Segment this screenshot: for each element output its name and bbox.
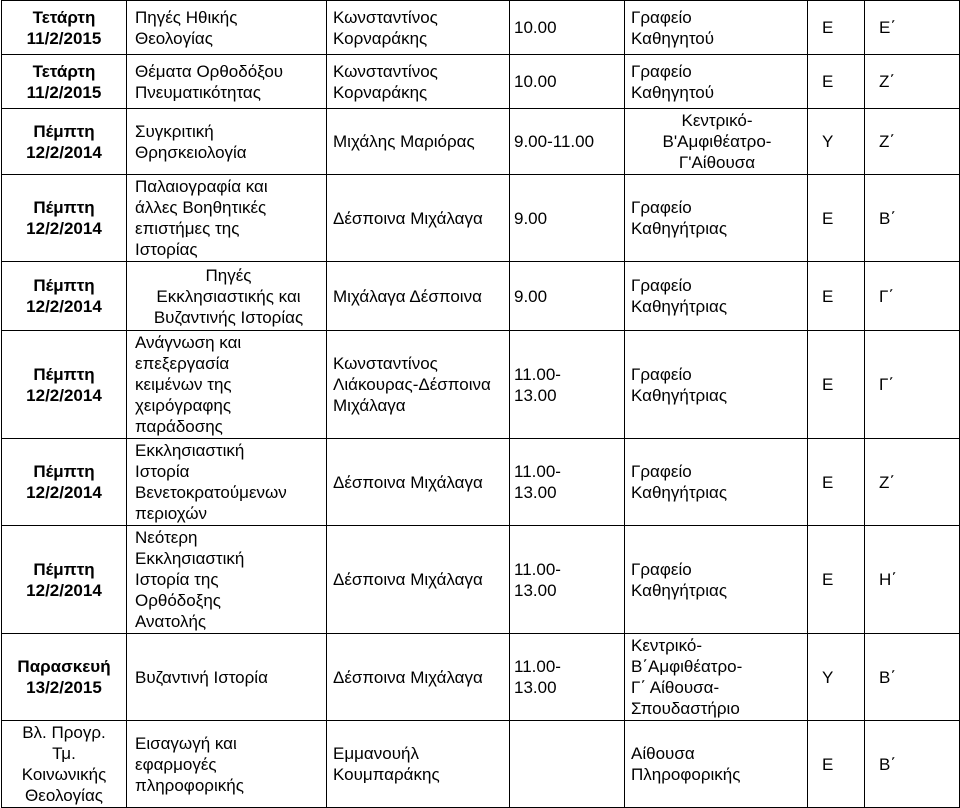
semester: Β΄: [865, 175, 960, 262]
exam-room: Γραφείο Καθηγήτριας: [625, 331, 808, 439]
exam-date: Πέμπτη 12/2/2014: [2, 526, 127, 634]
course-type: Ε: [808, 262, 865, 331]
professor-name: Μιχάλης Μαριόρας: [327, 109, 510, 175]
exam-room: Γραφείο Καθηγήτριας: [625, 175, 808, 262]
course-name: Παλαιογραφία και άλλες Βοηθητικές επιστήμες της Ιστορίας: [127, 175, 327, 262]
exam-date: Πέμπτη 12/2/2014: [2, 175, 127, 262]
exam-schedule-table: [1, 0, 960, 808]
exam-date: Βλ. Προγρ. Τμ. Κοινωνικής Θεολογίας: [2, 721, 127, 808]
exam-time: 11.00- 13.00: [510, 526, 625, 634]
course-name: Ανάγνωση και επεξεργασία κειμένων της χειρόγραφης παράδοσης: [127, 331, 327, 439]
course-name: Εκκλησιαστική Ιστορία Βενετοκρατούμενων περιοχών: [127, 439, 327, 526]
exam-time: 9.00: [510, 175, 625, 262]
semester: Ζ΄: [865, 109, 960, 175]
semester: Γ΄: [865, 262, 960, 331]
course-name: Πηγές Εκκλησιαστικής και Βυζαντινής Ιστορίας: [127, 262, 327, 331]
course-type: Ε: [808, 55, 865, 109]
exam-date: Πέμπτη 12/2/2014: [2, 331, 127, 439]
table-row: [2, 262, 960, 331]
table-row: [2, 331, 960, 439]
exam-time: 11.00- 13.00: [510, 439, 625, 526]
exam-date: Παρασκευή 13/2/2015: [2, 634, 127, 721]
professor-name: Κωνσταντίνος Κορναράκης: [327, 55, 510, 109]
exam-time: 11.00- 13.00: [510, 634, 625, 721]
table-row: [2, 175, 960, 262]
professor-name: Δέσποινα Μιχάλαγα: [327, 634, 510, 721]
course-type: Ε: [808, 439, 865, 526]
exam-time: 9.00: [510, 262, 625, 331]
exam-room: Γραφείο Καθηγήτριας: [625, 262, 808, 331]
course-name: Πηγές Ηθικής Θεολογίας: [127, 1, 327, 55]
exam-date: Πέμπτη 12/2/2014: [2, 439, 127, 526]
course-type: Υ: [808, 109, 865, 175]
course-name: Θέματα Ορθοδόξου Πνευματικότητας: [127, 55, 327, 109]
professor-name: Δέσποινα Μιχάλαγα: [327, 526, 510, 634]
exam-room: Αίθουσα Πληροφορικής: [625, 721, 808, 808]
professor-name: Δέσποινα Μιχάλαγα: [327, 439, 510, 526]
table-row: [2, 109, 960, 175]
exam-room: Γραφείο Καθηγήτριας: [625, 439, 808, 526]
exam-room: Κεντρικό- Β΄Αμφιθέατρο- Γ΄ Αίθουσα- Σπουδαστήριο: [625, 634, 808, 721]
course-name: Εισαγωγή και εφαρμογές πληροφορικής: [127, 721, 327, 808]
course-type: Ε: [808, 1, 865, 55]
exam-date: Πέμπτη 12/2/2014: [2, 109, 127, 175]
semester: Β΄: [865, 721, 960, 808]
exam-room: Κεντρικό- Β'Αμφιθέατρο- Γ'Αίθουσα: [625, 109, 808, 175]
professor-name: Εμμανουήλ Κουμπαράκης: [327, 721, 510, 808]
course-type: Υ: [808, 634, 865, 721]
table-row: [2, 1, 960, 55]
semester: Η΄: [865, 526, 960, 634]
exam-date: Τετάρτη 11/2/2015: [2, 55, 127, 109]
semester: Ε΄: [865, 1, 960, 55]
exam-room: Γραφείο Καθηγητού: [625, 1, 808, 55]
semester: Β΄: [865, 634, 960, 721]
course-name: Νεότερη Εκκλησιαστική Ιστορία της Ορθόδοξης Ανατολής: [127, 526, 327, 634]
exam-date: Πέμπτη 12/2/2014: [2, 262, 127, 331]
table-row: [2, 721, 960, 808]
course-type: Ε: [808, 721, 865, 808]
exam-room: Γραφείο Καθηγητού: [625, 55, 808, 109]
professor-name: Κωνσταντίνος Λιάκουρας-Δέσποινα Μιχάλαγα: [327, 331, 510, 439]
exam-time: 10.00: [510, 1, 625, 55]
professor-name: Κωνσταντίνος Κορναράκης: [327, 1, 510, 55]
table-row: [2, 439, 960, 526]
exam-time: 11.00- 13.00: [510, 331, 625, 439]
table-row: [2, 526, 960, 634]
professor-name: Μιχάλαγα Δέσποινα: [327, 262, 510, 331]
course-name: Συγκριτική Θρησκειολογία: [127, 109, 327, 175]
table-row: [2, 634, 960, 721]
semester: Ζ΄: [865, 55, 960, 109]
exam-date: Τετάρτη 11/2/2015: [2, 1, 127, 55]
table-row: [2, 55, 960, 109]
semester: Γ΄: [865, 331, 960, 439]
course-type: Ε: [808, 175, 865, 262]
exam-room: Γραφείο Καθηγήτριας: [625, 526, 808, 634]
course-name: Βυζαντινή Ιστορία: [127, 634, 327, 721]
semester: Ζ΄: [865, 439, 960, 526]
exam-time: [510, 721, 625, 808]
professor-name: Δέσποινα Μιχάλαγα: [327, 175, 510, 262]
exam-time: 9.00-11.00: [510, 109, 625, 175]
exam-time: 10.00: [510, 55, 625, 109]
course-type: Ε: [808, 331, 865, 439]
course-type: Ε: [808, 526, 865, 634]
